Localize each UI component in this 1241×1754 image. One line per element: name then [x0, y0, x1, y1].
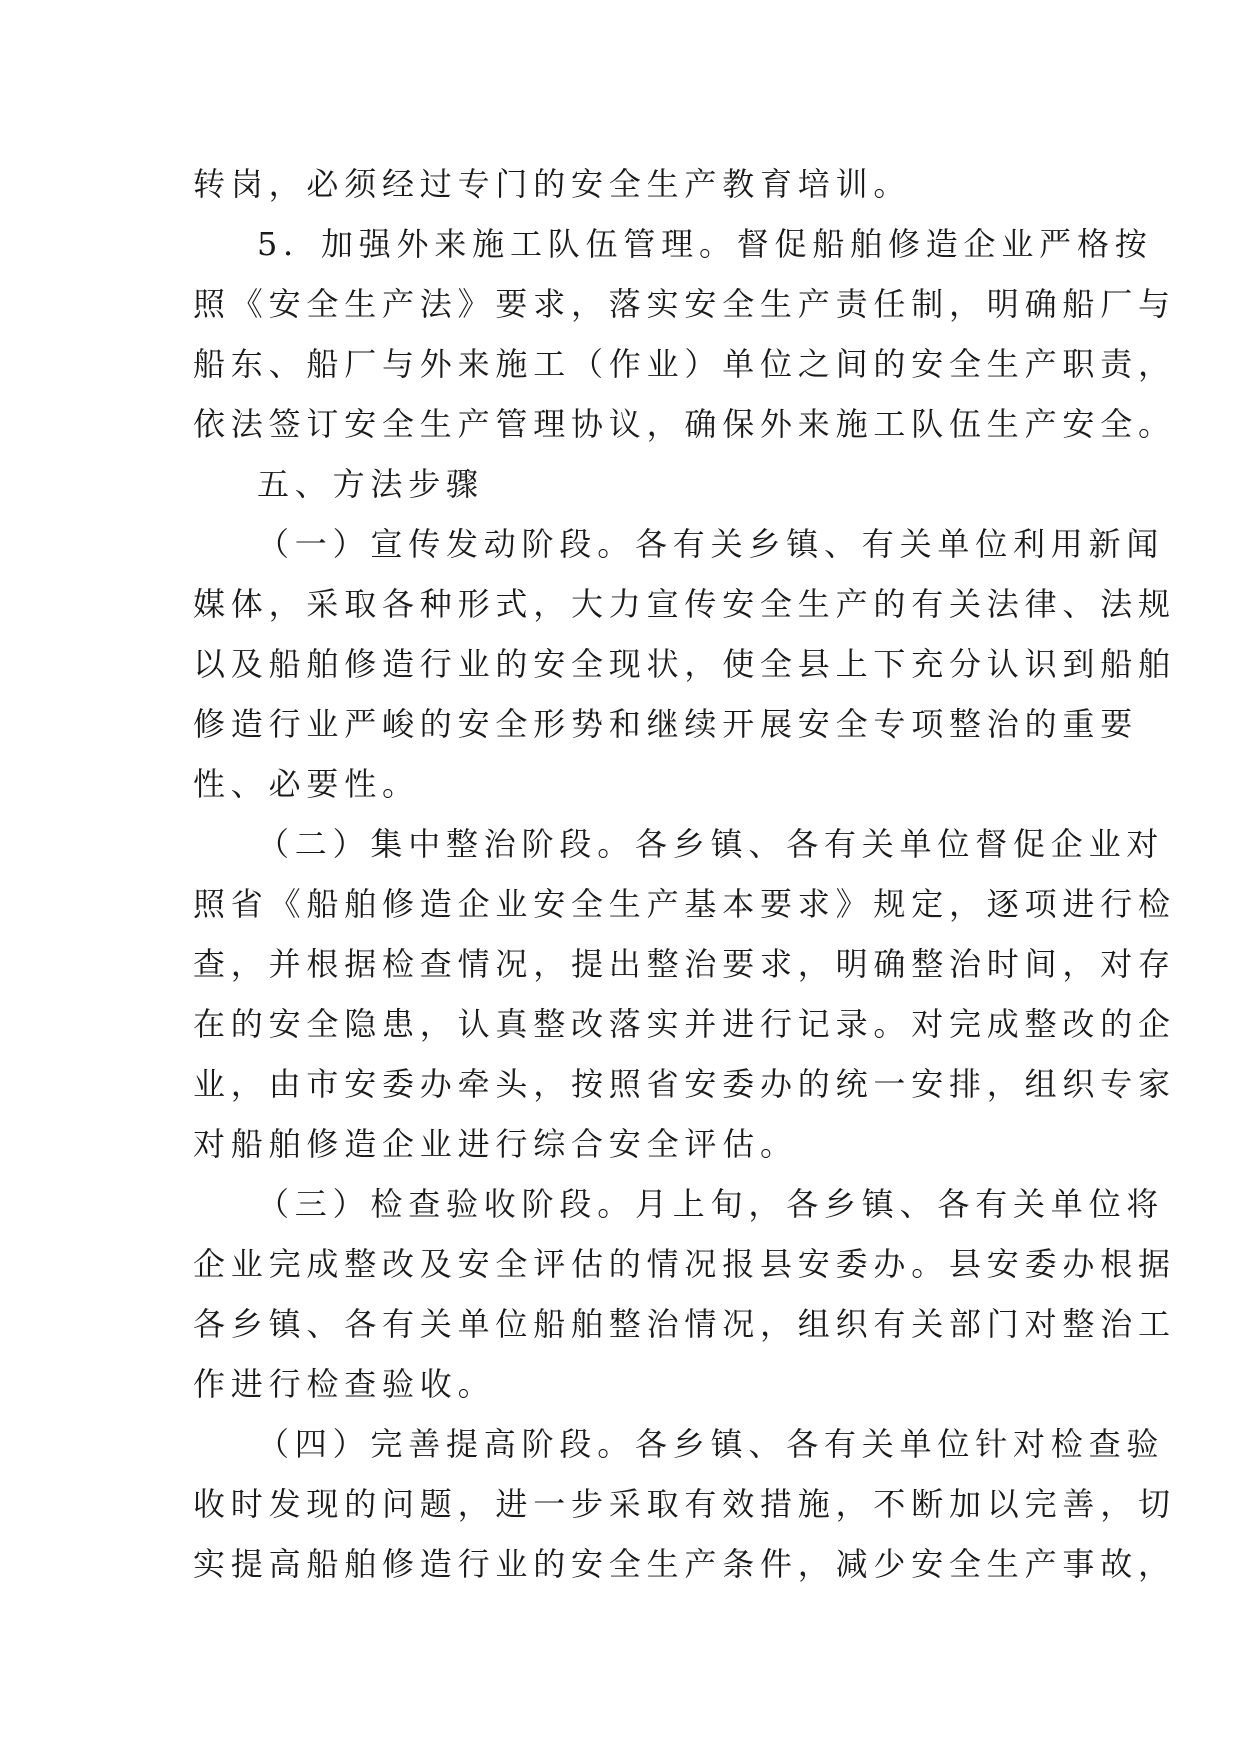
text-line-12: （二）集中整治阶段。各乡镇、各有关单位督促企业对	[257, 825, 1165, 863]
text-line-23: 收时发现的问题，进一步采取有效措施，不断加以完善，切	[193, 1485, 1176, 1523]
text-line-24: 实提高船舶修造行业的安全生产条件，减少安全生产事故，	[193, 1545, 1176, 1583]
text-line-20: 各乡镇、各有关单位船舶整治情况，组织有关部门对整治工	[193, 1305, 1176, 1343]
text-line-17: 对船舶修造企业进行综合安全评估。	[193, 1125, 798, 1163]
text-line-16: 业，由市安委办牵头，按照省安委办的统一安排，组织专家	[193, 1065, 1176, 1103]
text-line-8: 媒体，采取各种形式，大力宣传安全生产的有关法律、法规	[193, 585, 1176, 623]
text-line-7: （一）宣传发动阶段。各有关乡镇、有关单位利用新闻	[257, 525, 1165, 563]
text-line-15: 在的安全隐患，认真整改落实并进行记录。对完成整改的企	[193, 1005, 1176, 1043]
text-line-11: 性、必要性。	[193, 765, 420, 803]
text-line-21: 作进行检查验收。	[193, 1365, 496, 1403]
text-line-9: 以及船舶修造行业的安全现状，使全县上下充分认识到船舶	[193, 645, 1176, 683]
text-line-3: 照《安全生产法》要求，落实安全生产责任制，明确船厂与	[193, 285, 1176, 323]
text-line-19: 企业完成整改及安全评估的情况报县安委办。县安委办根据	[193, 1245, 1176, 1283]
text-line-10: 修造行业严峻的安全形势和继续开展安全专项整治的重要	[193, 705, 1139, 743]
section-heading-methods: 五、方法步骤	[257, 465, 484, 503]
text-line-1: 转岗，必须经过专门的安全生产教育培训。	[193, 165, 912, 203]
text-line-5: 依法签订安全生产管理协议，确保外来施工队伍生产安全。	[193, 405, 1176, 443]
text-line-2: 5．加强外来施工队伍管理。督促船舶修造企业严格按	[257, 225, 1153, 263]
text-line-13: 照省《船舶修造企业安全生产基本要求》规定，逐项进行检	[193, 885, 1176, 923]
text-line-22: （四）完善提高阶段。各乡镇、各有关单位针对检查验	[257, 1425, 1165, 1463]
text-line-18: （三）检查验收阶段。月上旬，各乡镇、各有关单位将	[257, 1185, 1165, 1223]
text-line-4: 船东、船厂与外来施工（作业）单位之间的安全生产职责，	[193, 345, 1176, 383]
text-line-14: 查，并根据检查情况，提出整治要求，明确整治时间，对存	[193, 945, 1176, 983]
